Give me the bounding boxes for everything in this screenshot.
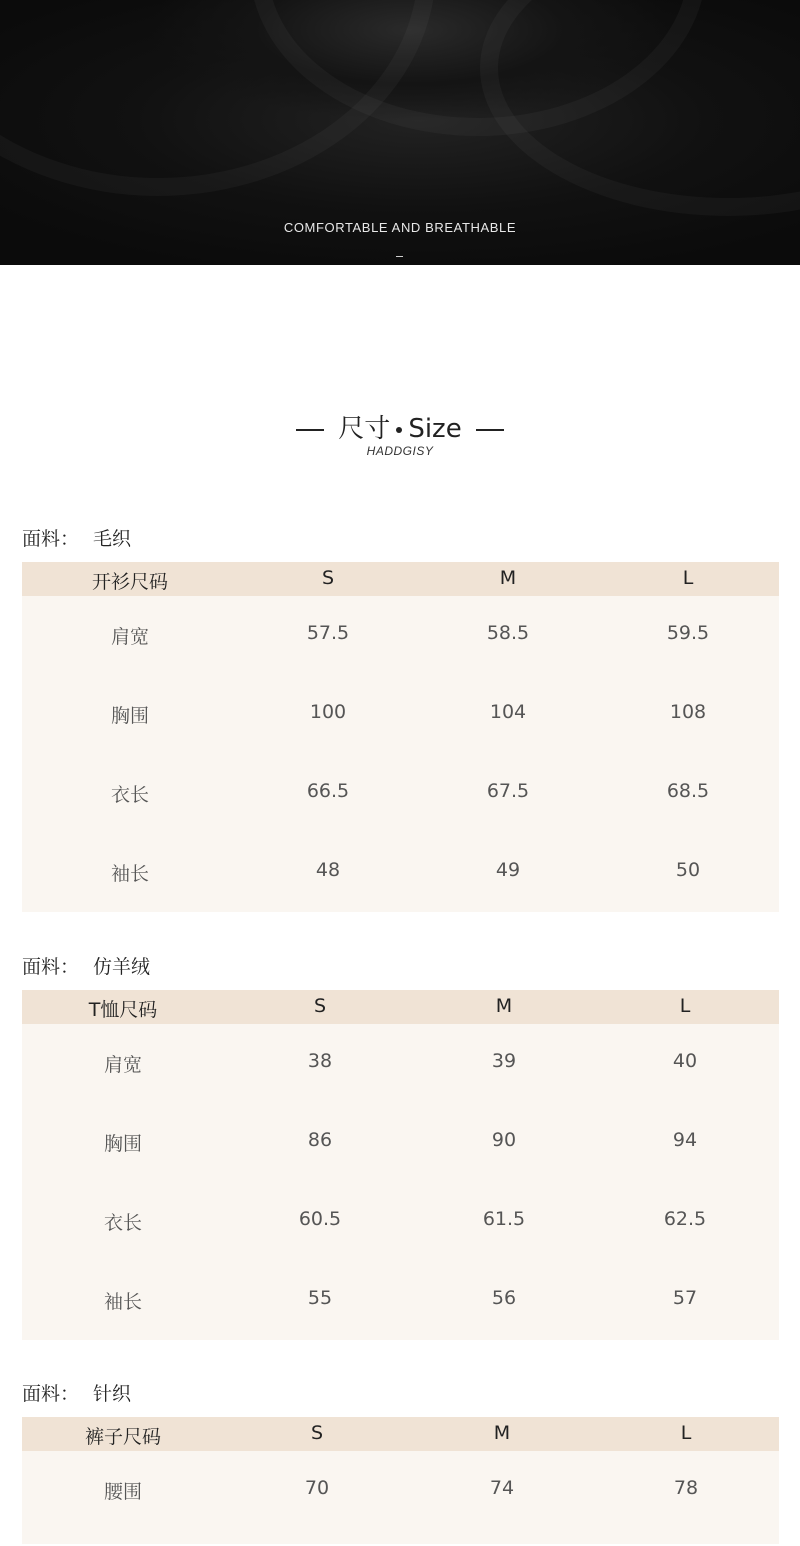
table-cell: 57.5 (306, 622, 350, 644)
table-header (22, 1417, 779, 1451)
table-row (22, 754, 779, 833)
title-rule-right (476, 429, 504, 431)
fabric-label (22, 524, 131, 551)
table-cell: 74 (489, 1477, 515, 1499)
header-cell: S (313, 995, 327, 1017)
table-cell: 70 (304, 1477, 330, 1499)
header-cell: M (495, 995, 513, 1017)
table-cell: 61.5 (482, 1208, 526, 1230)
header-cell: S (321, 567, 335, 589)
table-row (22, 833, 779, 912)
header-cell: M (499, 567, 517, 589)
fabric-name: 针织 (93, 1383, 132, 1405)
size-table-cardigan (22, 562, 779, 912)
header-cell: 开衫尺码 (91, 571, 168, 593)
table-cell: 67.5 (486, 780, 530, 802)
size-table-tshirt (22, 990, 779, 1340)
table-row (22, 1182, 779, 1261)
table-header (22, 990, 779, 1024)
title-en: Size (408, 414, 462, 444)
table-cell: 肩宽 (103, 1054, 142, 1076)
table-cell: 68.5 (666, 780, 710, 802)
size-title (0, 408, 800, 445)
header-cell: 裤子尺码 (84, 1426, 161, 1448)
header-cell: L (679, 995, 691, 1017)
fabric-fold (480, 0, 800, 216)
header-cell: L (682, 567, 694, 589)
table-cell: 40 (672, 1050, 698, 1072)
table-cell: 86 (307, 1129, 333, 1151)
table-cell: 衣长 (103, 1212, 142, 1234)
fabric-label (22, 1379, 131, 1406)
table-cell: 100 (309, 701, 347, 723)
header-cell: M (493, 1422, 511, 1444)
table-cell: 62.5 (663, 1208, 707, 1230)
brand-subtitle: HADDGISY (366, 444, 434, 458)
table-cell: 55 (307, 1287, 333, 1309)
header-cell: L (680, 1422, 692, 1444)
fabric-label (22, 952, 150, 979)
table-row (22, 1261, 779, 1340)
table-cell: 104 (489, 701, 527, 723)
header-cell: S (310, 1422, 324, 1444)
table-cell: 108 (669, 701, 707, 723)
table-cell: 90 (491, 1129, 517, 1151)
table-row (22, 1451, 779, 1530)
title-dot (396, 427, 402, 433)
table-row (22, 596, 779, 675)
table-cell: 60.5 (298, 1208, 342, 1230)
table-cell: 59.5 (666, 622, 710, 644)
table-cell: 肩宽 (110, 626, 149, 648)
table-cell: 39 (491, 1050, 517, 1072)
table-cell: 腰围 (103, 1481, 142, 1503)
table-row (22, 1024, 779, 1103)
table-cell: 38 (307, 1050, 333, 1072)
table-cell: 48 (315, 859, 341, 881)
fabric-banner (0, 0, 800, 265)
table-cell: 袖长 (103, 1291, 142, 1313)
table-cell: 50 (675, 859, 701, 881)
table-row (22, 1103, 779, 1182)
fabric-name: 仿羊绒 (93, 956, 151, 978)
table-cell: 胸围 (103, 1133, 142, 1155)
table-cell: 78 (673, 1477, 699, 1499)
banner-dash (396, 256, 403, 257)
fabric-name: 毛织 (93, 528, 132, 550)
table-cell: 56 (491, 1287, 517, 1309)
table-cell: 66.5 (306, 780, 350, 802)
table-cell: 胸围 (110, 705, 149, 727)
fabric-label-prefix: 面料： (22, 1383, 80, 1405)
table-cell: 49 (495, 859, 521, 881)
size-table-pants (22, 1417, 779, 1544)
fabric-label-prefix: 面料： (22, 956, 80, 978)
table-row (22, 675, 779, 754)
table-cell: 94 (672, 1129, 698, 1151)
banner-caption: COMFORTABLE AND BREATHABLE (283, 220, 517, 235)
table-cell: 袖长 (110, 863, 149, 885)
fabric-label-prefix: 面料： (22, 528, 80, 550)
table-cell: 衣长 (110, 784, 149, 806)
header-cell: T恤尺码 (88, 999, 158, 1021)
title-cn: 尺寸 (338, 414, 391, 444)
table-header (22, 562, 779, 596)
title-rule-left (296, 429, 324, 431)
table-cell: 57 (672, 1287, 698, 1309)
table-cell: 58.5 (486, 622, 530, 644)
